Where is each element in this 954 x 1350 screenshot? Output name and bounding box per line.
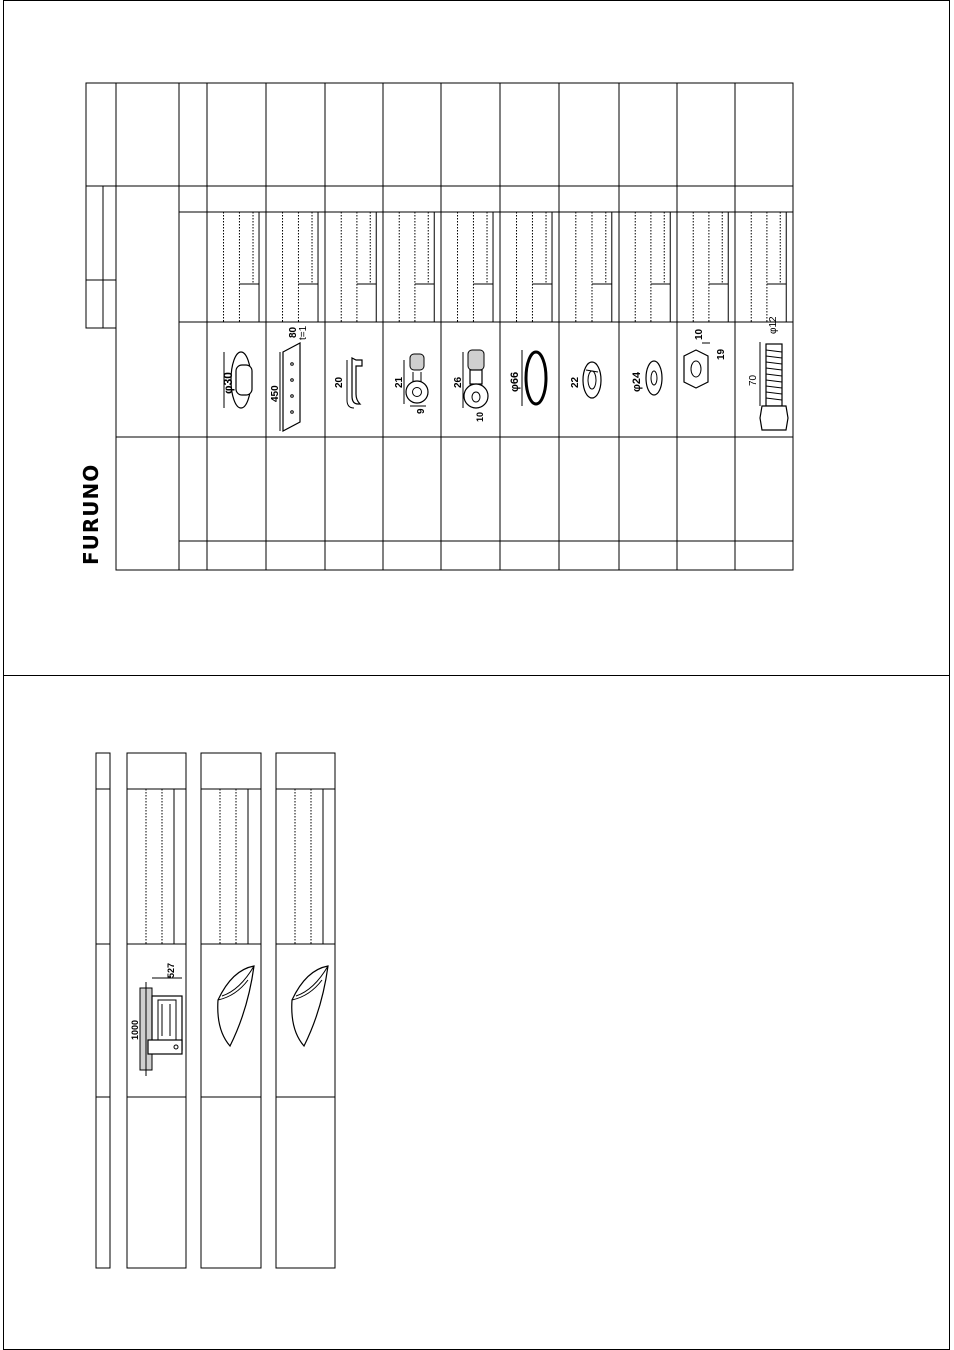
svg-text:t=1: t=1 [298, 325, 309, 340]
parts-table [86, 83, 793, 570]
dim-label-3a [334, 376, 345, 388]
dim-label-6a [509, 372, 521, 392]
dim-label-1a [221, 372, 235, 394]
packing-crate-icon [140, 978, 182, 1076]
svg-text:10: 10 [694, 328, 705, 340]
svg-text:φ24: φ24 [631, 371, 643, 392]
ring-terminal-small-icon [404, 354, 428, 406]
dim-label-9a [694, 328, 705, 340]
flat-washer-icon [646, 361, 662, 395]
flat-bar-icon [280, 343, 300, 431]
svg-text:70: 70 [748, 374, 759, 386]
svg-text:80: 80 [288, 326, 299, 338]
dim-label-10b [748, 374, 759, 386]
o-ring-icon [522, 350, 546, 406]
vinyl-bag-icon [292, 966, 328, 1046]
svg-text:20: 20 [334, 376, 345, 388]
logo-text: FURUNO [79, 463, 103, 565]
svg-text:φ66: φ66 [509, 371, 521, 392]
dim-label-7a [570, 376, 581, 388]
vinyl-bag-icon [218, 966, 254, 1046]
dim-label-10a [768, 316, 779, 334]
svg-text:10: 10 [475, 411, 485, 422]
dim-label-2c [298, 325, 309, 340]
svg-text:φ30: φ30 [221, 372, 235, 394]
svg-text:22: 22 [570, 376, 581, 388]
svg-text:450: 450 [270, 385, 281, 402]
dim-label-4b [416, 408, 427, 414]
furuno-logo [79, 464, 103, 565]
dim-label-crate-a [130, 1020, 140, 1040]
ring-terminal-large-icon [463, 350, 488, 408]
svg-text:1000: 1000 [130, 1019, 140, 1040]
dim-label-4a [394, 376, 405, 388]
parts-rows [224, 212, 787, 322]
dim-label-5b [475, 412, 485, 422]
spring-washer-icon [583, 362, 601, 398]
svg-text:21: 21 [394, 376, 405, 388]
hook-clip-icon [347, 358, 362, 408]
dim-label-2a [270, 385, 281, 402]
svg-text:527: 527 [166, 962, 176, 978]
dim-label-5a [453, 376, 464, 388]
hex-bolt-icon [760, 342, 788, 430]
svg-text:26: 26 [453, 376, 464, 388]
hex-nut-icon [684, 343, 710, 388]
dim-label-9b [716, 348, 727, 360]
svg-text:19: 19 [716, 348, 727, 360]
dim-label-8a [631, 371, 643, 392]
svg-text:φ12: φ12 [768, 316, 779, 334]
dim-label-crate-b [166, 963, 176, 978]
svg-text:9: 9 [416, 408, 427, 414]
packing-table [96, 753, 110, 1268]
